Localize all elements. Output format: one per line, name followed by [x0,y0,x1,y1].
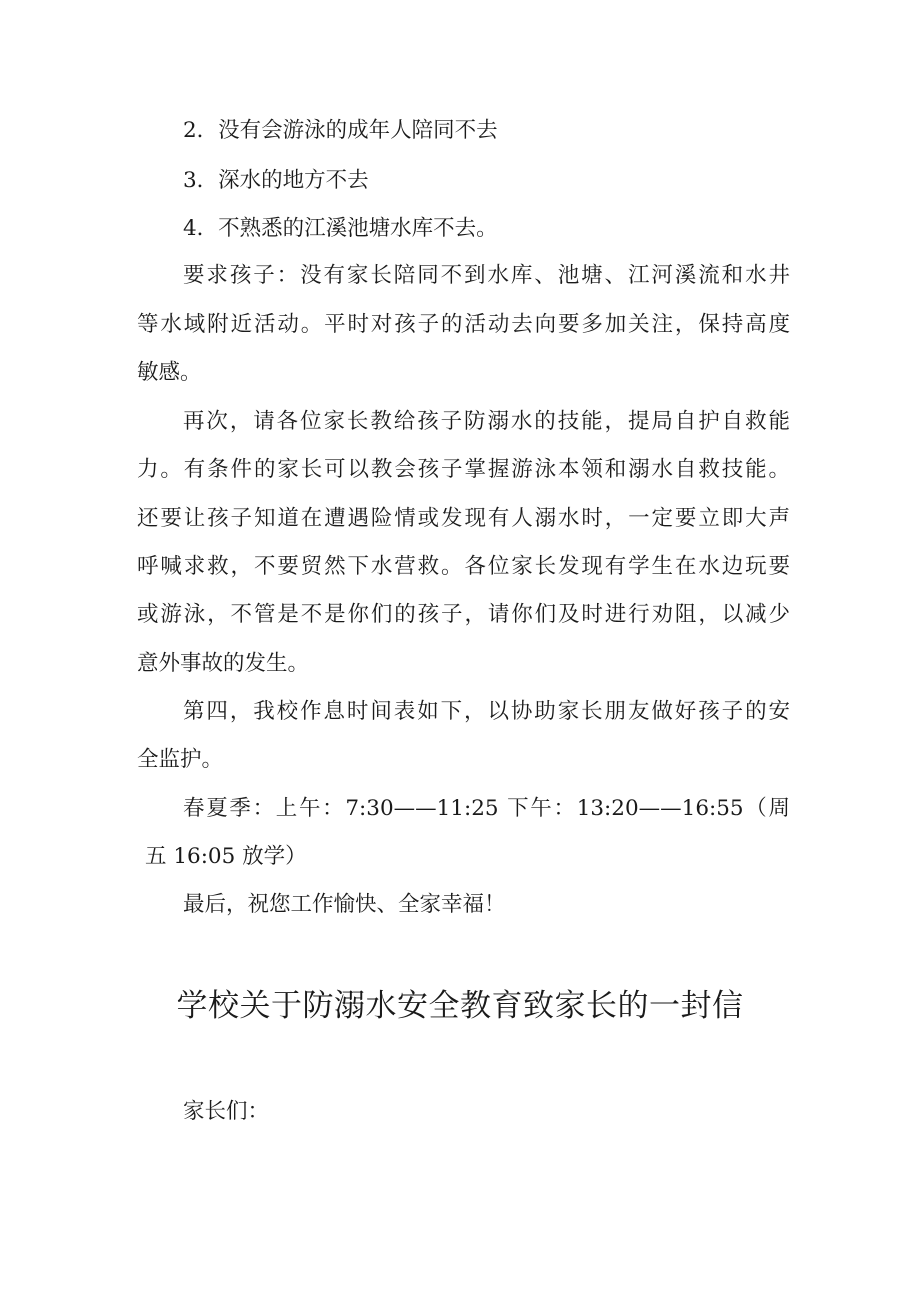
third-paragraph-line-2: 力。有条件的家长可以教会孩子掌握游泳本领和溺水自救技能。 [137,457,790,482]
fourth-paragraph-line-2: 全监护。 [137,747,224,772]
third-paragraph-line-4: 呼喊求救，不要贸然下水营救。各位家长发现有学生在水边玩要 [137,554,790,579]
requirement-paragraph-line-1: 要求孩子：没有家长陪同不到水库、池塘、江河溪流和水井 [183,263,790,288]
third-paragraph-line-1: 再次，请各位家长教给孩子防溺水的技能，提局自护自救能 [183,409,790,434]
letter-title: 学校关于防溺水安全教育致家长的一封信 [176,988,744,1024]
schedule-line-2: 五 16:05 放学） [145,844,307,869]
list-item-2: 2．没有会游泳的成年人陪同不去 [183,118,498,143]
schedule-line-1: 春夏季：上午：7:30——11:25 下午：13:20——16:55（周 [183,796,790,821]
list-item-4: 4．不熟悉的江溪池塘水库不去。 [183,216,498,241]
third-paragraph-line-3: 还要让孩子知道在遭遇险情或发现有人溺水时，一定要立即大声 [137,506,790,531]
fourth-paragraph-line-1: 第四，我校作息时间表如下，以协助家长朋友做好孩子的安 [183,699,790,724]
salutation: 家长们： [183,1099,270,1124]
third-paragraph-line-5: 或游泳，不管是不是你们的孩子，请你们及时进行劝阻，以减少 [137,602,790,627]
requirement-paragraph-line-3: 敏感。 [137,360,202,385]
third-paragraph-line-6: 意外事故的发生。 [137,651,310,676]
requirement-paragraph-line-2: 等水域附近活动。平时对孩子的活动去向要多加关注，保持高度 [137,312,790,337]
list-item-3: 3．深水的地方不去 [183,168,369,193]
closing-line: 最后，祝您工作愉快、全家幸福！ [183,892,506,917]
